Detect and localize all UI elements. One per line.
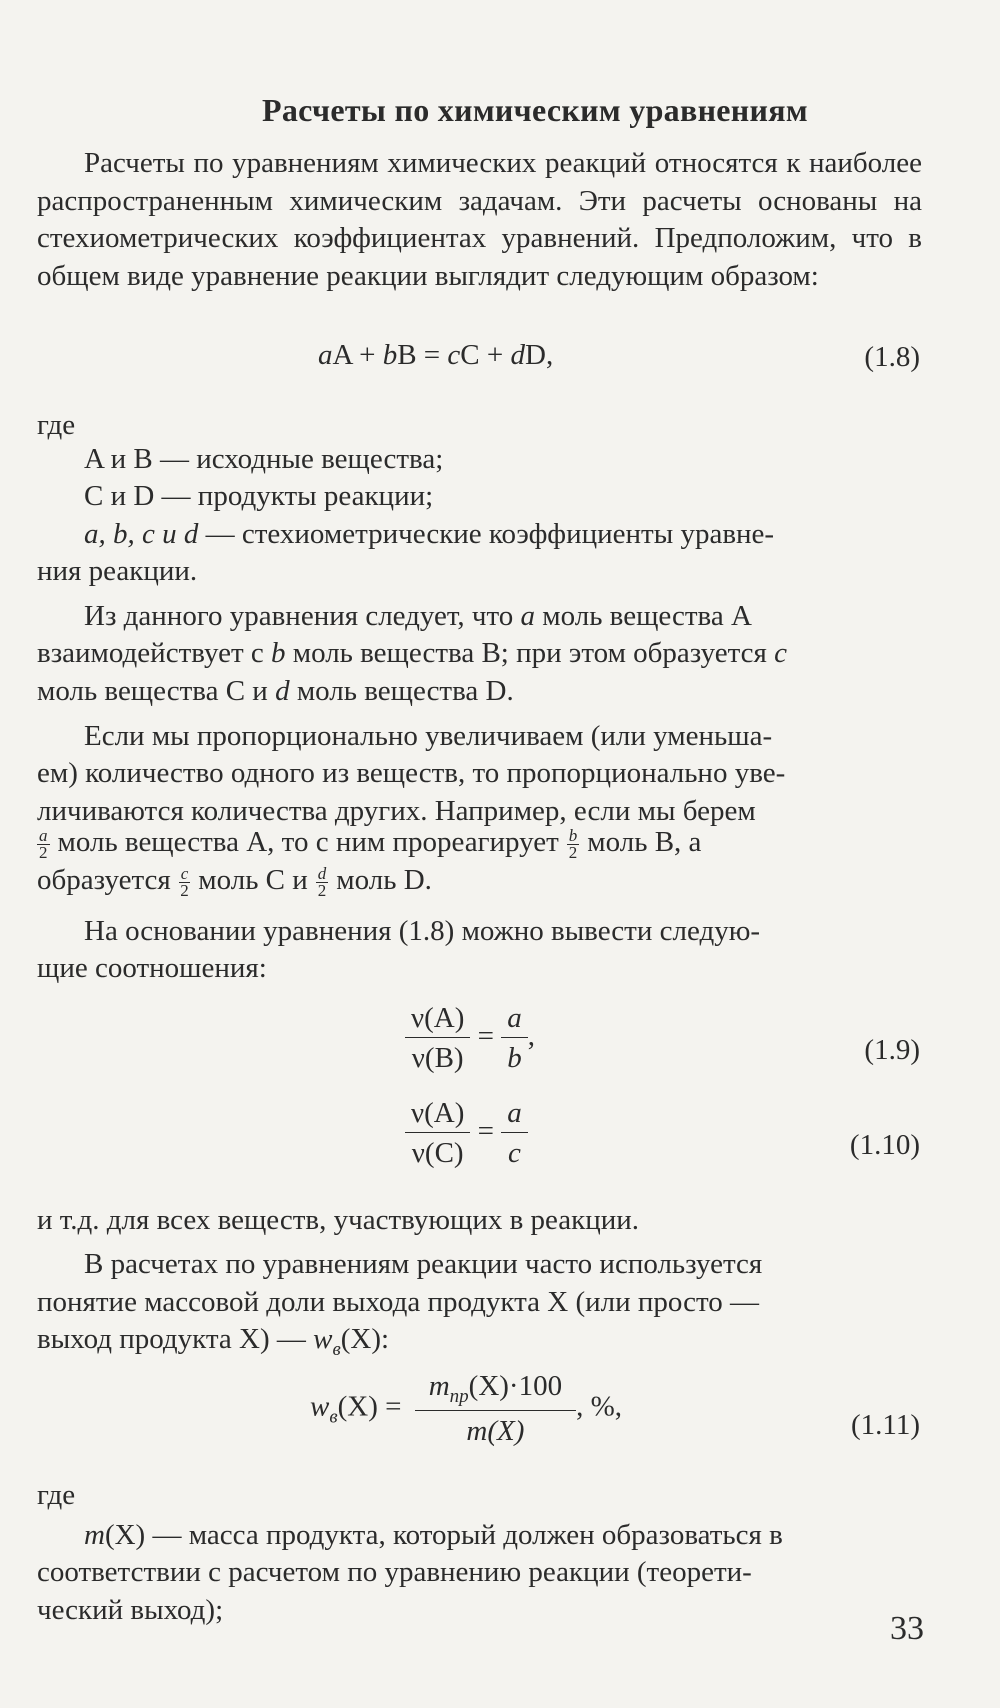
equation-1-10: $\frac{\nu(A)}{\nu(C)}$ = $\frac{a}{c}$ [405, 1097, 528, 1170]
paragraph-proportion-line3: личиваются количества других. Например, если мы берем [37, 795, 756, 827]
paragraph-yield-line3: выход продукта X) — $w_в(X)$: [37, 1323, 390, 1360]
paragraph-proportion-line4: $\frac{a}{2}$ моль вещества A, то с ним прореагирует $\frac{b}{2}$ моль B, а [39, 825, 702, 862]
paragraph-proportion-line1: Если мы пропорционально увеличиваем (или уменьша- [84, 720, 773, 752]
fraction-c-over-2: $\frac{c}{2}$ [180, 863, 189, 900]
definition-coefficients: a, b, c и d — стехиометрические коэффициенты уравне- [84, 518, 775, 550]
equation-1-8: aA + bB = cC + dD, [318, 339, 554, 371]
paragraph-yield-line2: понятие массовой доли выхода продукта X (или просто — [37, 1286, 760, 1318]
fraction-d-over-2: $\frac{d}{2}$ [317, 863, 327, 900]
paragraph-relations-line1: На основании уравнения (1.8) можно вывести следую- [84, 915, 761, 947]
equation-1-11: $w_в(X)$ = $\frac{m_{пр}(X)\cdot 100}{m(X)}$ , %, [310, 1370, 623, 1447]
paragraph-intro: Расчеты по уравнениям химических реакций относятся к наиболее распространенным химическим задачам. Эти расчеты основаны на стехиометрических коэффициентах уравнений. Предположим, что в общем виде уравнение реакции выглядит следующим образом: [37, 147, 922, 292]
definition-products: C и D — продукты реакции; [84, 480, 434, 512]
paragraph-yield-line1: В расчетах по уравнениям реакции часто используется [84, 1248, 763, 1280]
paragraph-proportion-line2: ем) количество одного из веществ, то пропорционально уве- [37, 757, 786, 789]
paragraph-moles-line1: Из данного уравнения следует, что a моль вещества A [84, 600, 752, 632]
equation-number-1-9: (1.9) [864, 1034, 920, 1066]
equation-number-1-10: (1.10) [849, 1129, 920, 1161]
equation-1-9: $\frac{\nu(A)}{\nu(B)}$ = $\frac{a}{b}$ , [405, 1002, 535, 1075]
fraction-b-over-2: $\frac{b}{2}$ [568, 825, 578, 862]
paragraph-etc: и т.д. для всех веществ, участвующих в реакции. [37, 1204, 640, 1236]
fraction-a-over-2: $\frac{a}{2}$ [39, 825, 48, 862]
definition-mass-line2: соответствии с расчетом по уравнению реакции (теорети- [37, 1556, 752, 1588]
paragraph-proportion-line5: образуется $\frac{c}{2}$ моль C и $\frac{d}{2}$ моль D. [37, 863, 432, 900]
page-number: 33 [890, 1610, 924, 1647]
equation-number-1-11: (1.11) [851, 1409, 920, 1441]
section-title: Расчеты по химическим уравнениям [262, 92, 808, 128]
definition-mass-line1: m(X) — масса продукта, который должен образоваться в [84, 1519, 783, 1551]
paragraph-relations-line2: щие соотношения: [37, 952, 267, 984]
definition-reactants: A и B — исходные вещества; [84, 443, 444, 475]
paragraph-moles-line2: взаимодействует с b моль вещества B; при этом образуется c [37, 637, 787, 669]
definition-coefficients-tail: ния реакции. [37, 555, 198, 587]
where-label: где [37, 409, 76, 441]
where-label-2: где [37, 1479, 76, 1511]
definition-mass-line3: ческий выход); [37, 1594, 224, 1626]
paragraph-moles-line3: моль вещества C и d моль вещества D. [37, 675, 514, 707]
equation-number-1-8: (1.8) [864, 341, 920, 373]
